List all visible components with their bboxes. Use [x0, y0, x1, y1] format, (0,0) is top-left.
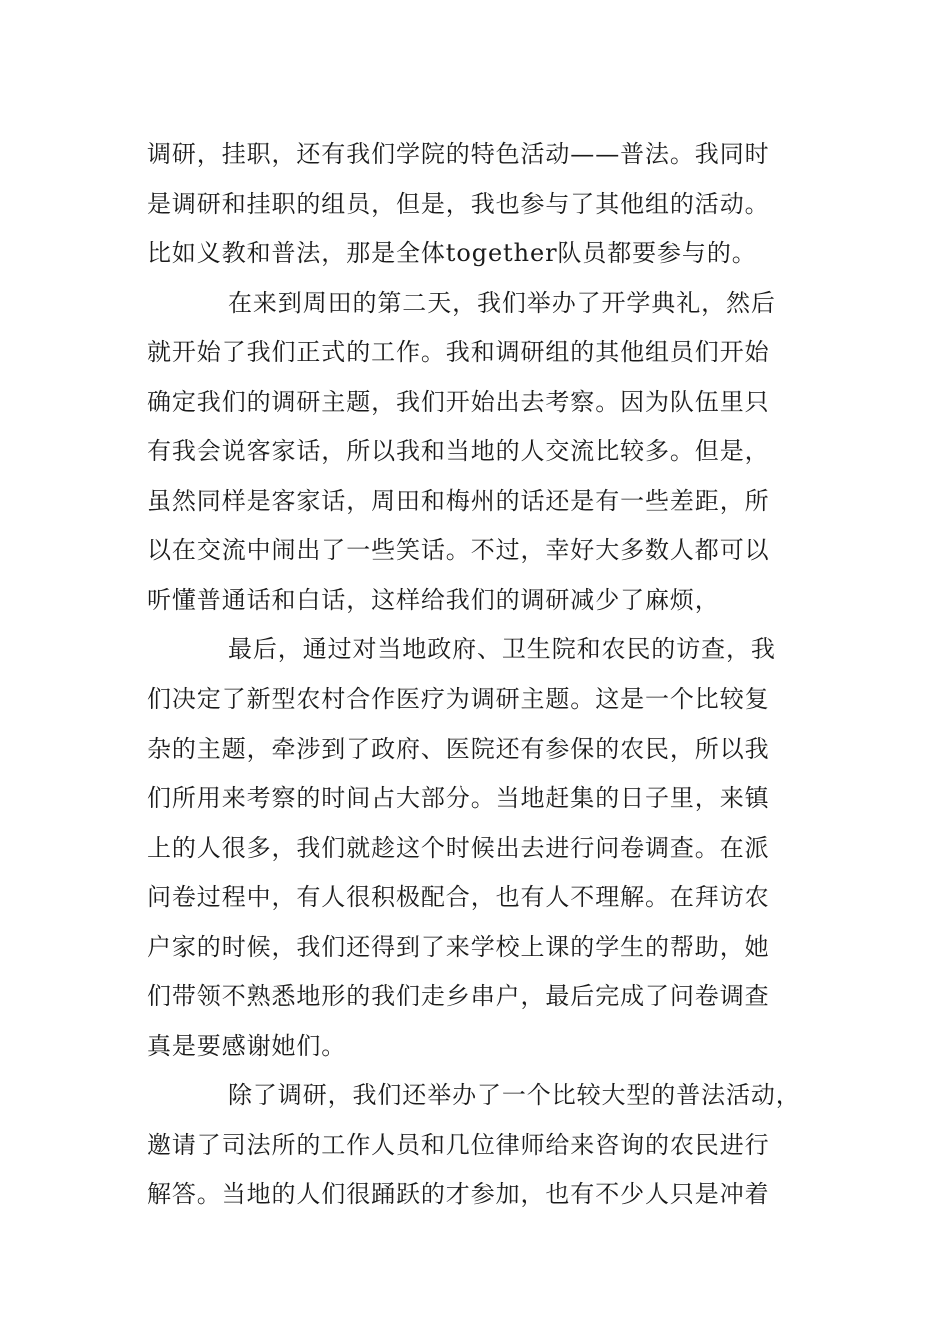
- text-line: 确定我们的调研主题，我们开始出去考察。因为队伍里只: [147, 387, 770, 416]
- text-line: 邀请了司法所的工作人员和几位律师给来咨询的农民进行: [147, 1130, 770, 1159]
- text-line: 以在交流中闹出了一些笑话。不过，幸好大多数人都可以: [147, 536, 770, 565]
- text-line: 除了调研，我们还举办了一个比较大型的普法活动，: [228, 1081, 801, 1110]
- text-line: 虽然同样是客家话，周田和梅州的话还是有一些差距，所: [147, 486, 770, 515]
- text-line: 调研，挂职，还有我们学院的特色活动——普法。我同时: [147, 140, 770, 168]
- body-text: [147, 130, 827, 1220]
- text-line: 问卷过程中，有人很积极配合，也有人不理解。在拜访农: [147, 883, 770, 912]
- text-line: 真是要感谢她们。: [147, 1031, 347, 1060]
- text-line: 们所用来考察的时间占大部分。当地赶集的日子里，来镇: [147, 784, 770, 813]
- text-line: 解答。当地的人们很踊跃的才参加，也有不少人只是冲着: [147, 1180, 770, 1209]
- text-line: 有我会说客家话，所以我和当地的人交流比较多。但是，: [147, 437, 770, 466]
- text-line: 杂的主题，牵涉到了政府、医院还有参保的农民，所以我: [147, 734, 770, 763]
- text-line: 户家的时候，我们还得到了来学校上课的学生的帮助，她: [147, 932, 770, 961]
- paragraph: [147, 279, 827, 626]
- text-line: 上的人很多，我们就趁这个时候出去进行问卷调查。在派: [147, 833, 770, 862]
- paragraph: [147, 625, 827, 1071]
- text-line: 们带领不熟悉地形的我们走乡串户，最后完成了问卷调查: [147, 982, 770, 1011]
- text-line: 是调研和挂职的组员，但是，我也参与了其他组的活动。: [147, 189, 770, 218]
- text-line: 比如义教和普法，那是全体together队员都要参与的。: [147, 239, 757, 268]
- text-line: 最后，通过对当地政府、卫生院和农民的访查，我: [228, 635, 776, 664]
- text-line: 在来到周田的第二天，我们举办了开学典礼，然后: [228, 288, 776, 317]
- text-line: 们决定了新型农村合作医疗为调研主题。这是一个比较复: [147, 685, 770, 714]
- text-line: 听懂普通话和白话，这样给我们的调研减少了麻烦，: [147, 585, 720, 614]
- paragraph: [147, 130, 827, 279]
- paragraph: [147, 1071, 827, 1220]
- text-line: 就开始了我们正式的工作。我和调研组的其他组员们开始: [147, 338, 770, 367]
